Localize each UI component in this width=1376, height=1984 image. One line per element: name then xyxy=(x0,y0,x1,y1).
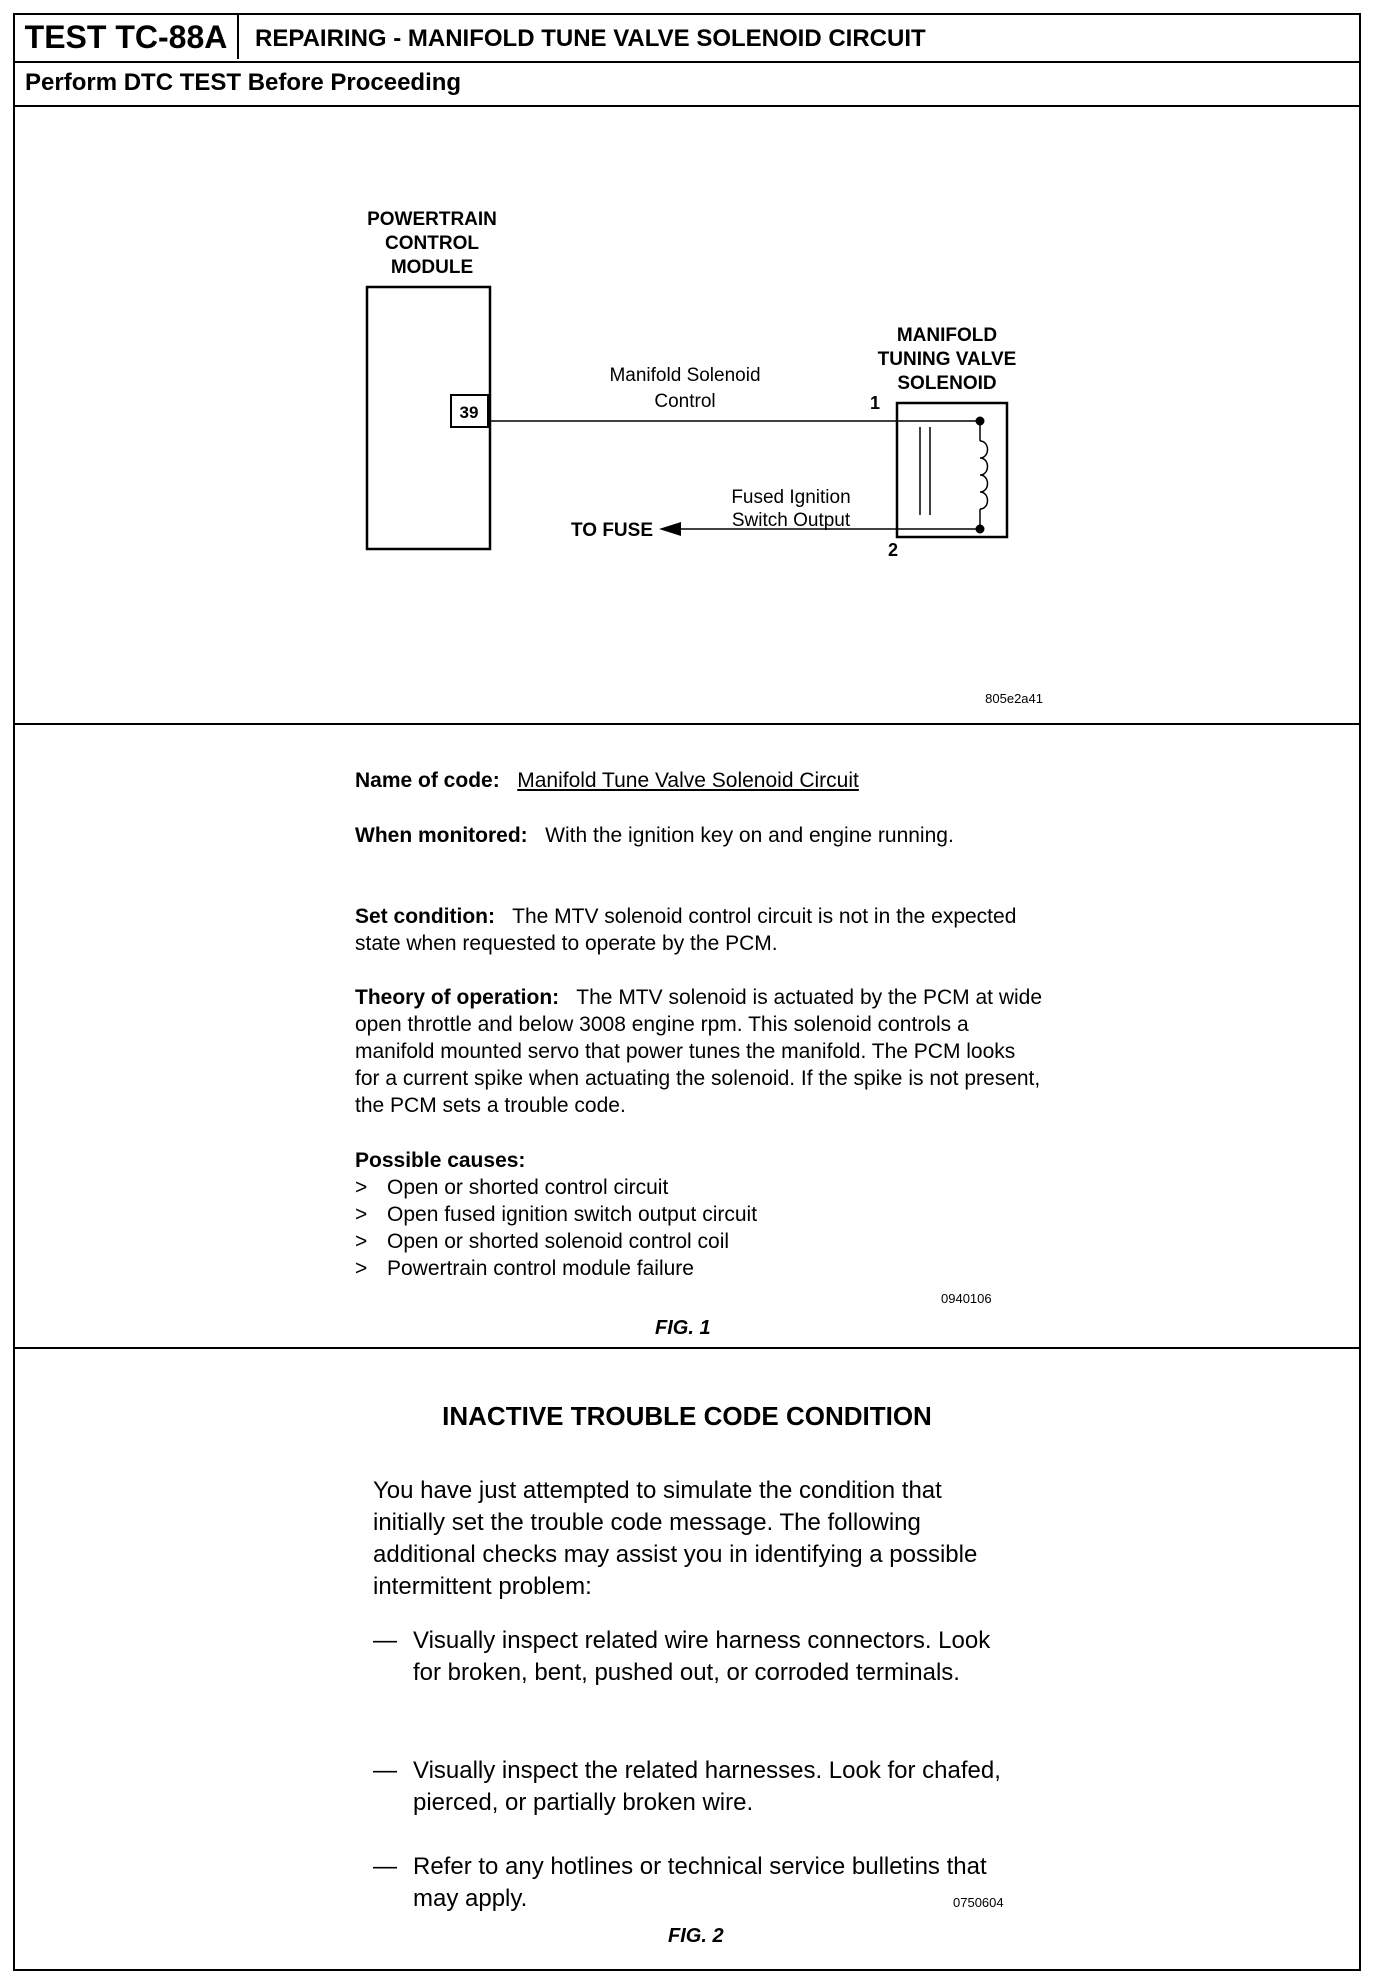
solenoid-terminal-bottom xyxy=(976,525,985,534)
list-item xyxy=(355,1228,995,1255)
list-item xyxy=(355,1174,995,1201)
fig1-section xyxy=(15,725,1359,1349)
theory-label: Theory of operation: xyxy=(355,986,560,1009)
name-of-code-value: Manifold Tune Valve Solenoid Circuit xyxy=(517,769,859,792)
page-subtitle: Perform DTC TEST Before Proceeding xyxy=(25,69,462,96)
inactive-intro: You have just attempted to simulate the condition that initially set the trouble code message. The following additional checks may assist you in identifying a possible intermittent problem: xyxy=(373,1477,978,1600)
solenoid-label-line-1: MANIFOLD xyxy=(896,325,998,346)
check-text: Visually inspect related wire harness connectors. Look for broken, bent, pushed out, or corroded terminals. xyxy=(413,1627,991,1686)
list-item xyxy=(373,1851,1013,1915)
list-item xyxy=(373,1625,1013,1689)
diagram-figure-code: 805e2a41 xyxy=(985,691,1043,706)
possible-causes-list xyxy=(355,1174,995,1282)
set-condition-label: Set condition: xyxy=(355,905,495,928)
pin-1-label: 1 xyxy=(869,393,881,413)
when-monitored-value: With the ignition key on and engine running. xyxy=(545,824,954,847)
subheader-bar xyxy=(15,61,1359,107)
fig2-code: 0750604 xyxy=(953,1895,1004,1910)
cause-marker: > xyxy=(355,1257,368,1280)
pcm-label-line-1: POWERTRAIN xyxy=(367,209,497,230)
when-monitored xyxy=(355,822,1045,849)
cause-text: Powertrain control module failure xyxy=(387,1257,694,1280)
check-dash: — xyxy=(373,1757,397,1784)
solenoid-box xyxy=(897,403,1007,537)
solenoid-label-line-2: TUNING VALVE xyxy=(877,349,1017,370)
fuse-wire-label-1: Fused Ignition xyxy=(731,487,851,508)
possible-causes-label: Possible causes: xyxy=(355,1149,526,1172)
cause-text: Open or shorted control circuit xyxy=(387,1176,669,1199)
pcm-label-line-3: MODULE xyxy=(390,257,474,278)
fig2-section xyxy=(15,1349,1359,1969)
control-wire-label-1: Manifold Solenoid xyxy=(609,365,761,386)
inactive-heading: INACTIVE TROUBLE CODE CONDITION xyxy=(442,1401,932,1431)
possible-causes-heading xyxy=(355,1147,1045,1174)
list-item xyxy=(355,1255,995,1282)
cause-text: Open or shorted solenoid control coil xyxy=(387,1230,730,1253)
solenoid-label-line-3: SOLENOID xyxy=(897,373,997,394)
check-dash: — xyxy=(373,1627,397,1654)
cause-marker: > xyxy=(355,1203,368,1226)
pin-2-label: 2 xyxy=(887,540,899,560)
when-monitored-label: When monitored: xyxy=(355,824,528,847)
check-dash: — xyxy=(373,1853,397,1880)
list-item xyxy=(355,1201,995,1228)
cause-marker: > xyxy=(355,1230,368,1253)
set-condition-value: The MTV solenoid control circuit is not in the expected state when requested to operate by the PCM. xyxy=(355,905,1017,955)
test-id: TEST TC-88A xyxy=(15,15,239,59)
theory-value: The MTV solenoid is actuated by the PCM at wide open throttle and below 3008 engine rpm. This solenoid controls a manifold mounted servo that power tunes the manifold. The PCM looks for a current spike when actuating the solenoid. If the spike is not present, the PCM sets a trouble code. xyxy=(355,986,1043,1117)
solenoid-terminal-top xyxy=(976,417,985,426)
wiring-diagram xyxy=(15,105,1359,721)
page-frame xyxy=(13,13,1361,1971)
name-of-code-label: Name of code: xyxy=(355,769,500,792)
fig1-caption: FIG. 1 xyxy=(655,1317,711,1339)
pcm-label-line-2: CONTROL xyxy=(385,233,479,254)
control-wire-label-2: Control xyxy=(654,391,716,412)
set-condition xyxy=(355,903,1045,957)
wiring-diagram-section xyxy=(15,105,1359,725)
theory-of-operation xyxy=(355,984,1045,1119)
header-bar xyxy=(15,15,1359,63)
check-text: Visually inspect the related harnesses. Look for chafed, pierced, or partially broken wire. xyxy=(413,1757,1001,1816)
fig1-code: 0940106 xyxy=(941,1291,992,1306)
cause-text: Open fused ignition switch output circuit xyxy=(387,1203,758,1226)
page-title: REPAIRING - MANIFOLD TUNE VALVE SOLENOID CIRCUIT xyxy=(255,25,926,52)
fuse-wire-label-2: Switch Output xyxy=(731,510,851,531)
check-text: Refer to any hotlines or technical service bulletins that may apply. xyxy=(413,1853,987,1912)
cause-marker: > xyxy=(355,1176,368,1199)
list-item xyxy=(373,1755,1013,1819)
to-fuse-label: TO FUSE xyxy=(571,520,653,541)
name-of-code xyxy=(355,767,1045,794)
pcm-pin-39: 39 xyxy=(459,403,479,422)
solenoid-coil xyxy=(980,441,988,509)
fuse-arrow-icon xyxy=(659,522,681,536)
fig2-caption: FIG. 2 xyxy=(668,1925,724,1947)
